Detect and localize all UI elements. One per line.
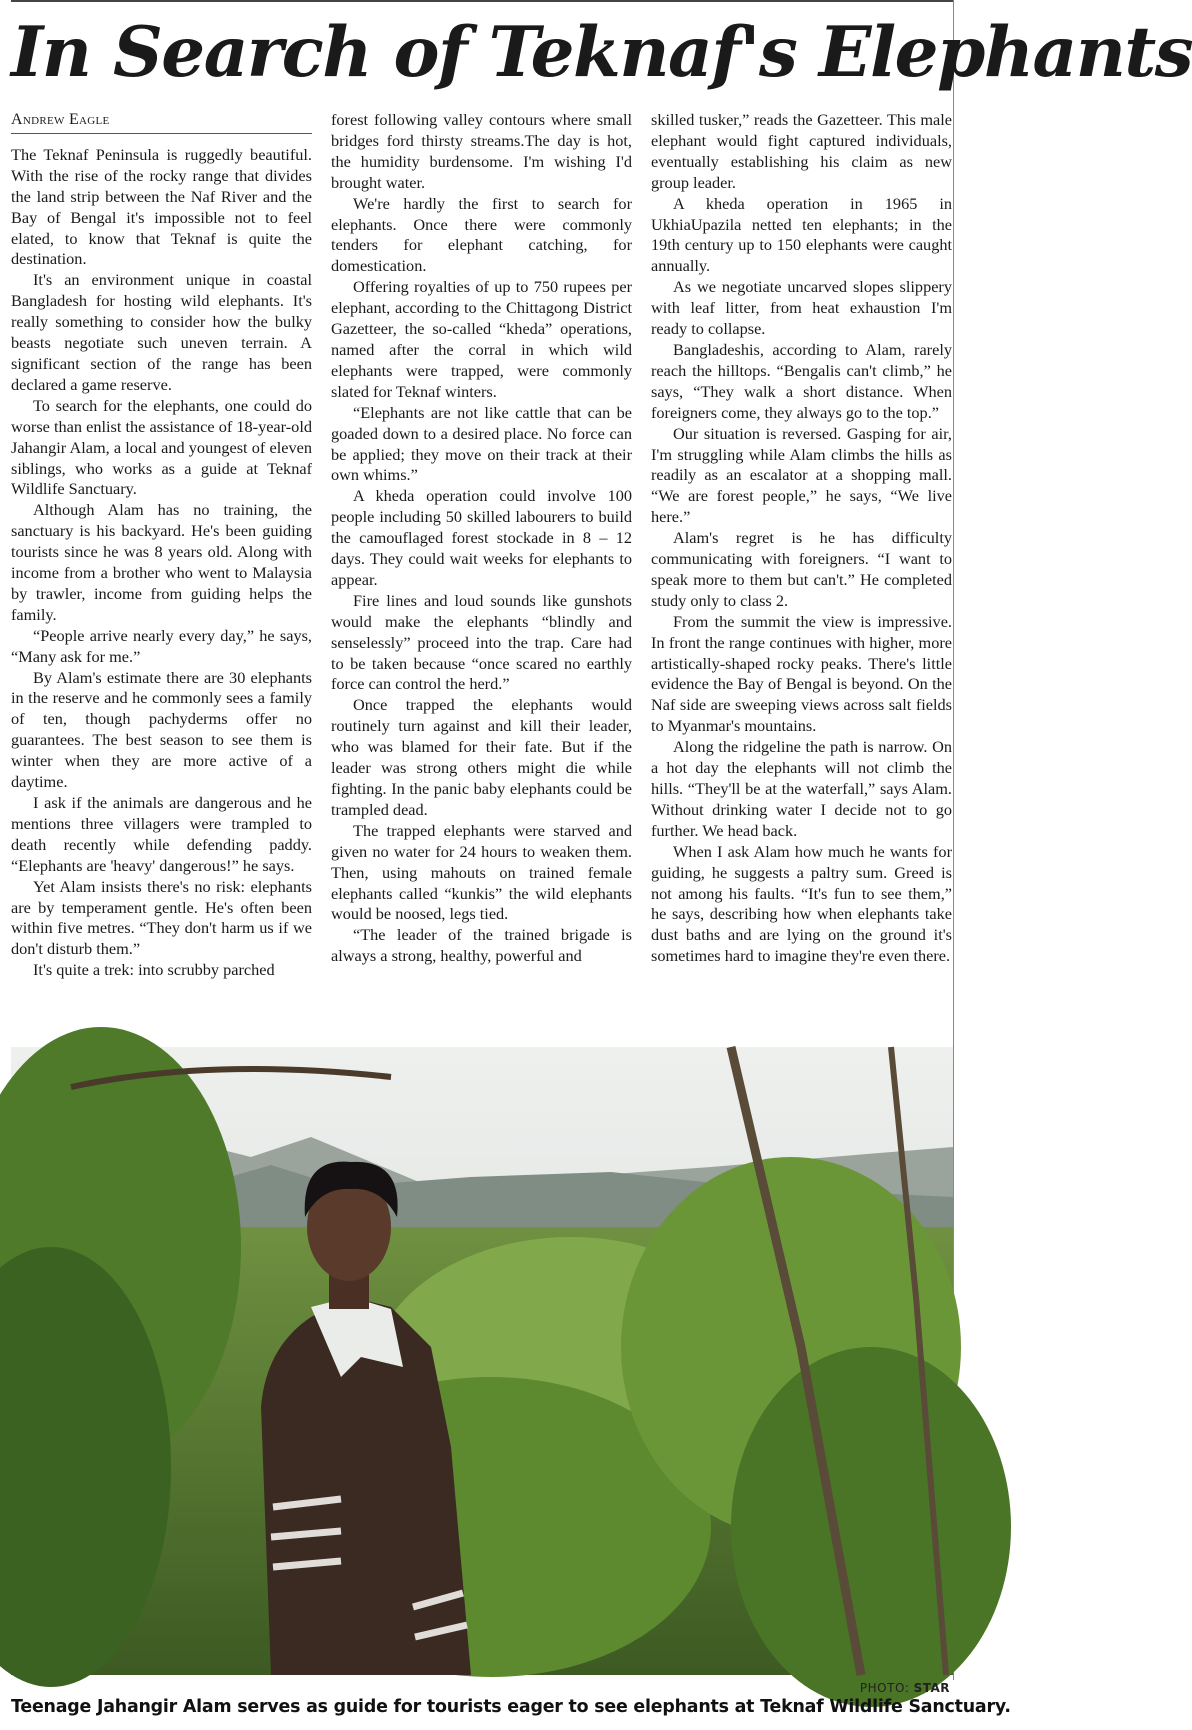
paragraph: Once trapped the elephants would routinely turn against and kill their leader, who was blamed for their fate. But if the leader was strong others might die while fighting. In the panic baby elephants could be trampled dead. — [331, 695, 632, 819]
article-body — [11, 110, 953, 1035]
credit-label: PHOTO: — [859, 1681, 910, 1695]
paragraph: By Alam's estimate there are 30 elephants in the reserve and he commonly sees a family of ten, though pachyderms offer no guarantees. The best season to see them is winter when they are more active of a daytime. — [11, 667, 312, 792]
paragraph: When I ask Alam how much he wants for guiding, he suggests a paltry sum. Greed is not among his faults. “It's fun to see them,” he says, describing how when elephants take dust baths and are lying on the ground it's sometimes hard to imagine they're even there. — [651, 841, 952, 966]
column-2 — [331, 110, 632, 1035]
paragraph: A kheda operation could involve 100 people including 50 skilled labourers to build the camouflaged forest stockade in 8 – 12 days. They could wait weeks for elephants to appear. — [331, 486, 632, 589]
paragraph: “People arrive nearly every day,” he says, “Many ask for me.” — [11, 625, 312, 666]
paragraph: A kheda operation in 1965 in UkhiaUpazila netted ten elephants; in the 19th century up to 150 elephants were caught annually. — [651, 193, 952, 276]
paragraph: From the summit the view is impressive. In front the range continues with higher, more artistically-shaped rocky peaks. There's little evidence the Bay of Bengal is beyond. On the Naf side are sweeping views across salt fields to Myanmar's mountains. — [651, 611, 952, 736]
article-photo — [11, 1047, 953, 1675]
credit-source: STAR — [913, 1681, 950, 1695]
paragraph: Yet Alam insists there's no risk: elephants are by temperament gentle. He's often been within five metres. “They don't harm us if we don't disturb them.” — [11, 876, 312, 959]
byline: Andrew Eagle — [11, 110, 312, 134]
paragraph: “The leader of the trained brigade is always a strong, healthy, powerful and — [331, 925, 632, 966]
photo-illustration — [11, 1047, 953, 1675]
paragraph: Fire lines and loud sounds like gunshots would make the elephants “blindly and senselessly” proceed into the trap. Care had to be taken because “once scared no earthly force can control the herd.” — [331, 590, 632, 694]
paragraph: Offering royalties of up to 750 rupees per elephant, according to the Chittagong District Gazetteer, the so-called “kheda” operations, named after the corral in which wild elephants were trapped, were commonly slated for Teknaf winters. — [331, 277, 632, 401]
column-1 — [11, 110, 312, 1035]
paragraph: The Teknaf Peninsula is ruggedly beautiful. With the rise of the rocky range that divides the land strip between the Naf River and the Bay of Bengal it's impossible not to feel elated, to know that Teknaf is quite the destination. — [11, 144, 312, 269]
paragraph: forest following valley contours where small bridges ford thirsty streams.The day is hot, the humidity burdensome. I'm wishing I'd brought water. — [331, 110, 632, 192]
paragraph: skilled tusker,” reads the Gazetteer. This male elephant would fight captured individuals, eventually establishing his claim as new group leader. — [651, 110, 952, 192]
paragraph: Along the ridgeline the path is narrow. On a hot day the elephants will not climb the hills. “They'll be at the waterfall,” says Alam. Without drinking water I decide not to go further. We head back. — [651, 737, 952, 840]
paragraph: Although Alam has no training, the sanctuary is his backyard. He's been guiding tourists since he was 8 years old. Along with income from a brother who went to Malaysia by trawler, income from guiding helps the family. — [11, 500, 312, 624]
paragraph: To search for the elephants, one could do worse than enlist the assistance of 18-year-old Jahangir Alam, a local and youngest of eleven siblings, who works as a guide at Teknaf Wildlife Sanctuary. — [11, 395, 312, 499]
headline: In Search of Teknaf's Elephants — [11, 12, 1192, 93]
top-rule — [11, 0, 953, 2]
paragraph: The trapped elephants were starved and given no water for 24 hours to weaken them. Then, using mahouts on trained female elephants called “kunkis” the wild elephants would be noosed, legs tied. — [331, 820, 632, 924]
paragraph: I ask if the animals are dangerous and he mentions three villagers were trampled to death recently while defending paddy. “Elephants are 'heavy' dangerous!” he says. — [11, 793, 312, 875]
tree-right-lower — [731, 1347, 1011, 1707]
paragraph: Alam's regret is he has difficulty communicating with foreigners. “I want to speak more to them but can't.” He completed study only to class 2. — [651, 528, 952, 610]
paragraph: It's an environment unique in coastal Bangladesh for hosting wild elephants. It's really something to consider how the bulky beasts negotiate such uneven terrain. A significant section of the range has been declared a game reserve. — [11, 270, 312, 394]
paragraph: It's quite a trek: into scrubby parched — [33, 960, 275, 980]
photo-caption: Teenage Jahangir Alam serves as guide for tourists eager to see elephants at Teknaf Wildlife Sanctuary. — [11, 1697, 1011, 1717]
paragraph: Our situation is reversed. Gasping for air, I'm struggling while Alam climbs the hills as readily as an escalator at a shopping mall. “We are forest people,” he says, “We live here.” — [651, 423, 952, 527]
photo-credit — [860, 1681, 950, 1695]
column-3 — [651, 110, 952, 1035]
paragraph: We're hardly the first to search for elephants. Once there were commonly tenders for elephant catching, for domestication. — [331, 193, 632, 276]
paragraph: Bangladeshis, according to Alam, rarely reach the hilltops. “Bengalis can't climb,” he says, “They walk a short distance. When foreigners come, they always go to the top.” — [651, 339, 952, 422]
paragraph: As we negotiate uncarved slopes slippery with leaf litter, from heat exhaustion I'm ready to collapse. — [651, 277, 952, 339]
paragraph: “Elephants are not like cattle that can be goaded down to a desired place. No force can be applied; they move on their track at their own whims.” — [331, 402, 632, 485]
